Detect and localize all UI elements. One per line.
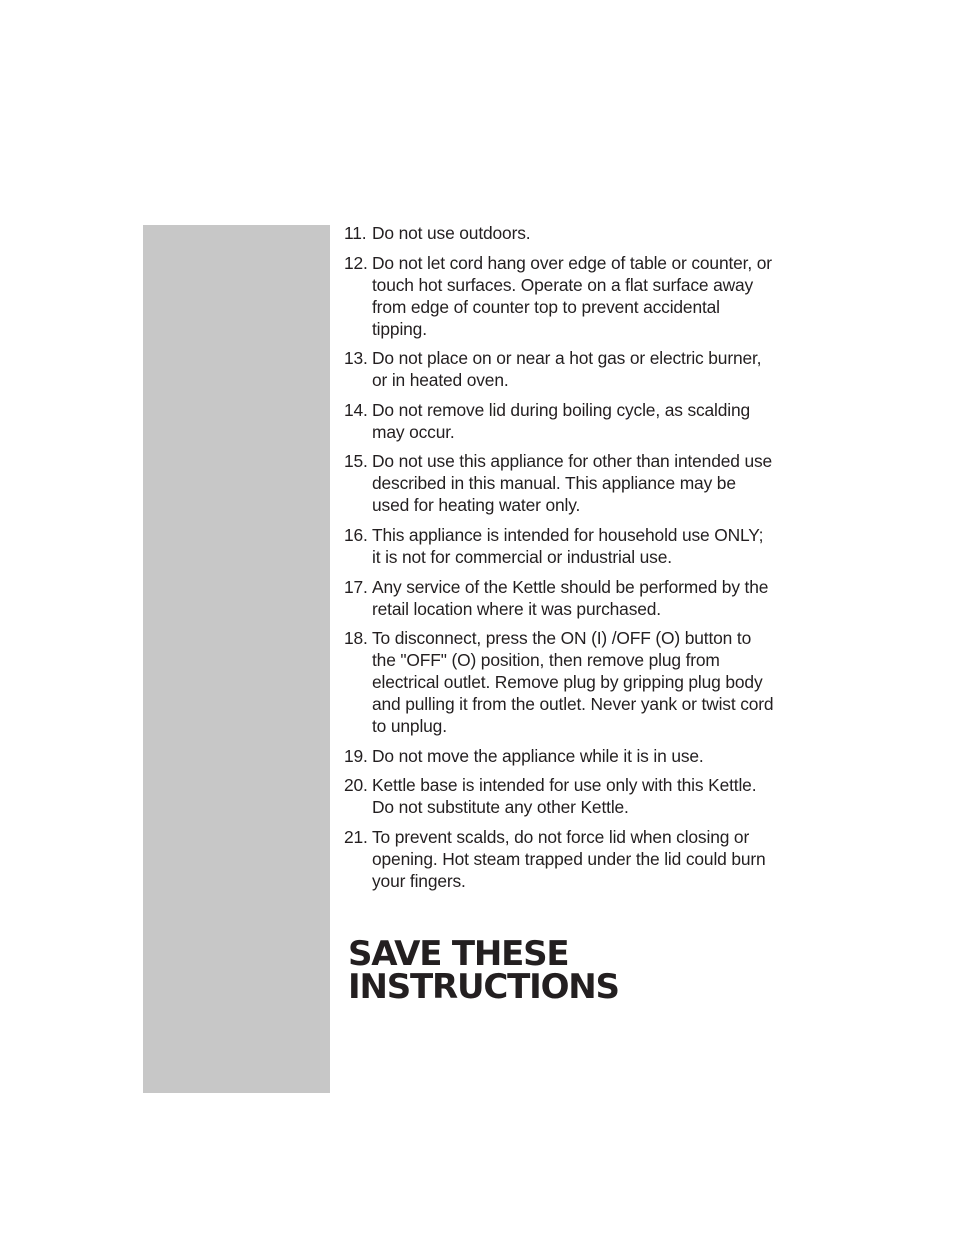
gray-sidebar-band bbox=[143, 225, 330, 1093]
item-number: 15. bbox=[344, 451, 368, 472]
instruction-item-11 bbox=[344, 222, 774, 244]
heading-line-1: SAVE THESE bbox=[348, 934, 569, 974]
item-text: To disconnect, press the ON (I) /OFF (O) button to the "OFF" (O) position, then remove plug from electrical outlet. Remove plug by gripping plug body and pulling it from the outlet. Never yank or twist cord to unplug. bbox=[372, 628, 774, 737]
item-text: Do not use outdoors. bbox=[372, 223, 531, 243]
item-number: 21. bbox=[344, 826, 368, 847]
instruction-item-20 bbox=[344, 774, 774, 818]
instruction-item-14 bbox=[344, 399, 774, 443]
item-text: Do not move the appliance while it is in use. bbox=[372, 745, 704, 766]
instruction-item-15 bbox=[344, 450, 774, 516]
instruction-item-18 bbox=[344, 627, 774, 737]
instruction-list bbox=[344, 222, 774, 892]
instruction-item-19 bbox=[344, 745, 774, 767]
item-text: To prevent scalds, do not force lid when closing or opening. Hot steam trapped under the lid could burn your fingers. bbox=[372, 826, 766, 891]
item-text: Do not place on or near a hot gas or electric burner, or in heated oven. bbox=[372, 348, 762, 391]
item-text: Do not remove lid during boiling cycle, as scalding may occur. bbox=[372, 399, 751, 442]
instruction-item-13 bbox=[344, 347, 774, 391]
item-text: Do not use this appliance for other than intended use described in this manual. This appliance may be used for heating water only. bbox=[372, 451, 773, 516]
item-text: Kettle base is intended for use only with this Kettle. Do not substitute any other Kettle. bbox=[372, 775, 757, 818]
item-number: 12. bbox=[344, 252, 368, 273]
item-number: 17. bbox=[344, 576, 368, 597]
item-number: 20. bbox=[344, 775, 368, 796]
save-instructions-heading bbox=[348, 934, 619, 1007]
heading-line-2: INSTRUCTIONS bbox=[348, 967, 619, 1007]
instruction-item-21 bbox=[344, 826, 774, 892]
item-number: 11. bbox=[344, 223, 367, 243]
item-number: 18. bbox=[344, 628, 368, 649]
item-text: This appliance is intended for household use ONLY; it is not for commercial or industrial use. bbox=[372, 524, 764, 567]
item-number: 14. bbox=[344, 399, 368, 420]
item-text: Any service of the Kettle should be performed by the retail location where it was purchased. bbox=[372, 576, 769, 619]
instruction-item-12 bbox=[344, 252, 774, 340]
instructions-content bbox=[344, 222, 774, 900]
item-number: 13. bbox=[344, 348, 368, 369]
instruction-item-17 bbox=[344, 576, 774, 620]
item-text: Do not let cord hang over edge of table or counter, or touch hot surfaces. Operate on a flat surface away from edge of counter top to prevent accidental tipping. bbox=[372, 252, 772, 339]
item-number: 16. bbox=[344, 524, 368, 545]
item-number: 19. bbox=[344, 745, 368, 766]
instruction-item-16 bbox=[344, 524, 774, 568]
